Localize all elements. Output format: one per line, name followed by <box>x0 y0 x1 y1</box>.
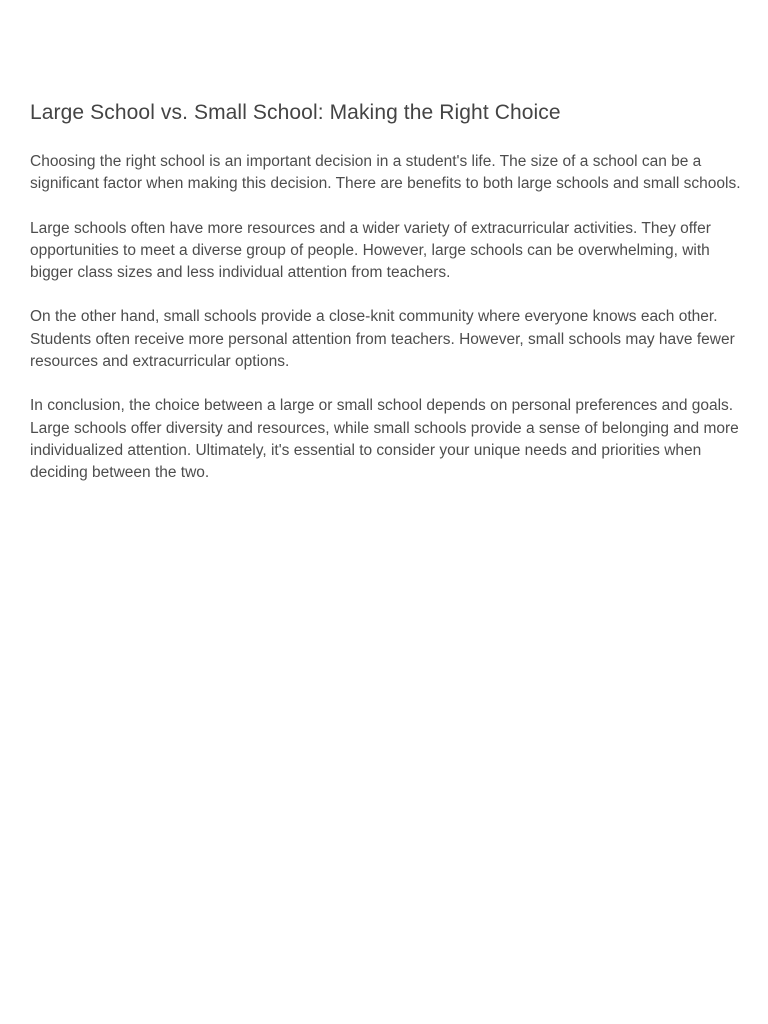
article-title: Large School vs. Small School: Making the Right Choice <box>30 101 561 124</box>
article <box>30 98 742 507</box>
large-schools-paragraph: Large schools often have more resources and a wider variety of extracurricular activities. They offer opportunities to meet a diverse group of people. However, large schools can be overwhelming, with bigger class sizes and less individual attention from teachers. <box>30 219 711 282</box>
intro-paragraph: Choosing the right school is an important decision in a student's life. The size of a school can be a significant factor when making this decision. There are benefits to both large schools and small schools. <box>30 153 741 193</box>
conclusion-paragraph: In conclusion, the choice between a large or small school depends on personal preferences and goals. Large schools offer diversity and resources, while small schools provide a sense of belonging and more individualized attention. Ultimately, it's essential to consider your unique needs and priorities when deciding between the two. <box>30 397 739 482</box>
small-schools-paragraph: On the other hand, small schools provide a close-knit community where everyone knows each other. Students often receive more personal attention from teachers. However, small schools may have fewer resources and extracurricular options. <box>30 308 735 371</box>
